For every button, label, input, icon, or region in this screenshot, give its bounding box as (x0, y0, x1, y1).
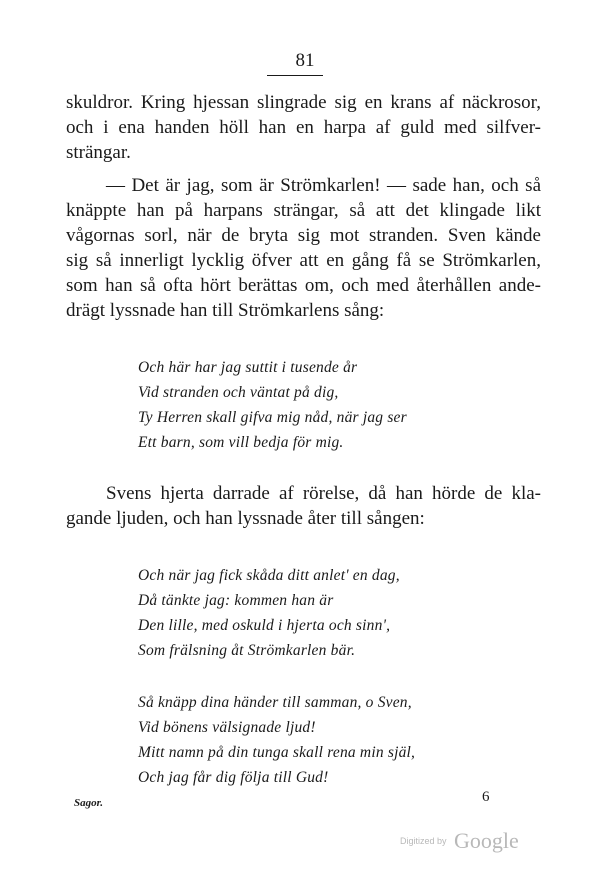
verse-line: Mitt namn på din tunga skall rena min själ, (138, 744, 416, 761)
page-number: 81 (295, 50, 315, 71)
verse-line: Och när jag fick skåda ditt anlet' en dag, (138, 567, 400, 584)
verse-line: Då tänkte jag: kommen han är (138, 592, 334, 609)
verse-line: Vid stranden och väntat på dig, (138, 384, 339, 401)
text-line: vågornas sorl, när de bryta sig mot stranden. Sven kände (66, 225, 541, 246)
verse-line: Och jag får dig följa till Gud! (138, 769, 329, 786)
text-line: skuldror. Kring hjessan slingrade sig en krans af näckrosor, (66, 92, 541, 113)
signature-mark: Sagor. (74, 797, 104, 809)
verse-line: Den lille, med oskuld i hjerta och sinn', (138, 617, 391, 634)
verse-line: Vid bönens välsignade ljud! (138, 719, 316, 736)
text-line: gande ljuden, och han lyssnade åter till sången: (66, 508, 425, 529)
text-line: sig så innerligt lycklig öfver att en gång få se Strömkarlen, (66, 250, 541, 271)
text-line: Svens hjerta darrade af rörelse, då han hörde de kla- (106, 483, 541, 504)
paragraph-3 (66, 481, 541, 531)
google-logo: Google (453, 828, 519, 853)
verse-line: Och här har jag suttit i tusende år (138, 359, 358, 376)
verse-line: Så knäpp dina händer till samman, o Sven, (138, 694, 412, 711)
text-line: strängar. (66, 142, 131, 163)
page-number-rule (267, 75, 323, 76)
verse-stanza-2 (138, 563, 400, 663)
verse-stanza-3 (138, 690, 415, 790)
verse-stanza-1 (138, 355, 407, 455)
paragraph-1 (66, 90, 541, 165)
verse-line: Ty Herren skall gifva mig nåd, när jag ser (138, 409, 407, 426)
sheet-number: 6 (482, 789, 490, 805)
text-line: — Det är jag, som är Strömkarlen! — sade han, och så (106, 175, 541, 196)
verse-line: Ett barn, som vill bedja för mig. (138, 434, 344, 451)
text-line: och i ena handen höll han en harpa af guld med silfver- (66, 117, 541, 138)
paragraph-2 (66, 173, 541, 323)
verse-line: Som frälsning åt Strömkarlen bär. (138, 642, 356, 659)
digitized-prefix: Digitized by (400, 836, 447, 846)
digitized-watermark (400, 828, 519, 854)
text-line: drägt lyssnade han till Strömkarlens sång: (66, 300, 385, 321)
text-line: som han så ofta hört berättas om, och med återhållen ande- (66, 275, 541, 296)
text-line: knäppte han på harpans strängar, så att det klingade likt (66, 200, 541, 221)
